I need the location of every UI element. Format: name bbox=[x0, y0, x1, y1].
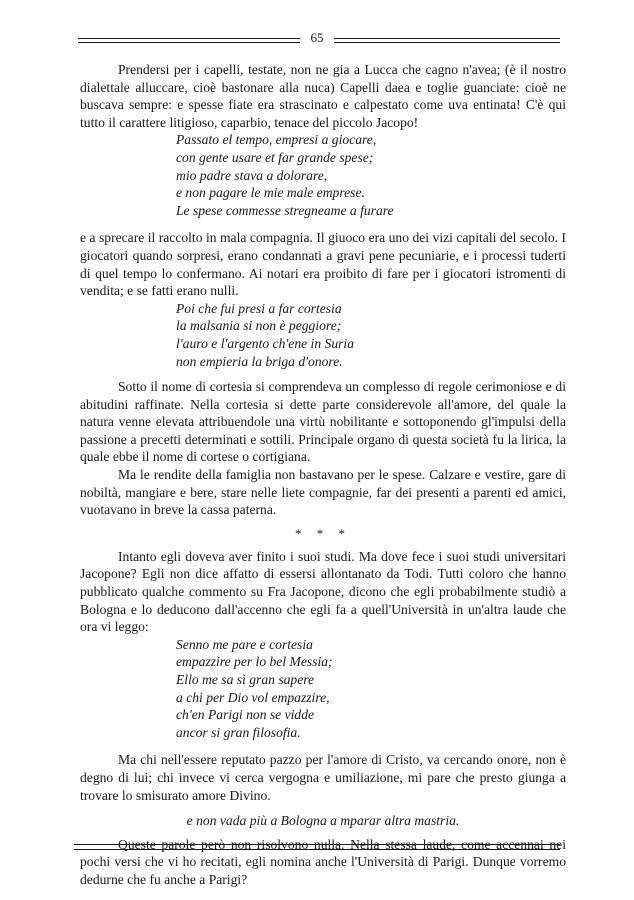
verse-line: non empieria la briga d'onore. bbox=[176, 353, 343, 369]
paragraph: Ma le rendite della famiglia non bastavano per le spese. Calzare e vestire, gare di nobiltà, mangiare e bere, stare nelle liete compagnie, far dei presenti a parenti ed amici, vuotavano in breve la cassa paterna. bbox=[80, 467, 566, 518]
verse-line: ancor si gran filosofia. bbox=[176, 724, 301, 740]
verse-line: Ello me sa sì gran sapere bbox=[176, 672, 315, 687]
footer-rule-inner bbox=[74, 849, 560, 850]
verse-block bbox=[80, 131, 566, 219]
header-rule-left-inner bbox=[78, 42, 300, 43]
paragraph: Prendersi per i capelli, testate, non ne gia a Lucca che cagno n'avea; (è il nostro dialettale alluccare, cioè bastonare alla nuca) Capelli daea e toglie guanciate: cioè ne buscava sempre: e spesse fiate era strascinato e calpestato come uva entinata! C'è qui tutto il carattere litigioso, caparbio, tenace del piccolo Jacopo! bbox=[80, 62, 566, 130]
quoted-verse: e non vada più a Bologna a mparar altra mastria. bbox=[186, 813, 460, 829]
verse-line: Passato el tempo, empresi a giocare, bbox=[176, 132, 377, 148]
verse-line: l'auro e l'argento ch'ene in Suria bbox=[176, 335, 354, 351]
verse-line: empazzire per lo bel Messia; bbox=[176, 654, 333, 670]
page-body bbox=[80, 61, 566, 889]
verse-line: Senno me pare e cortesia bbox=[176, 636, 313, 652]
verse-line: Poi che fui presi a far cortesia bbox=[176, 300, 342, 316]
footer-rule bbox=[74, 844, 560, 845]
paragraph: Intanto egli doveva aver finito i suoi studi. Ma dove fece i suoi studi universitari Jacopone? Egli non dice affatto di essersi allontanato da Todi. Tutti coloro che hanno pubblicato qualche commento su Fra Jacopone, dicono che egli probabilmente studiò a Bologna e lo deducono dall'accenno che egli fa a quell'Università in un'altra laude che ora vi leggo: bbox=[80, 548, 566, 635]
paragraph: Queste parole però non risolvono nulla. Nella stessa laude, come accennai nei pochi versi che vi ho recitati, egli nomina anche l'Università di Parigi. Dunque vorremo dedurne che fu anche a Parigi? bbox=[80, 836, 566, 887]
page-number: 65 bbox=[310, 30, 324, 45]
header-rule-right-inner bbox=[334, 42, 560, 43]
verse-line: a chi per Dio vol empazzire, bbox=[176, 689, 330, 705]
verse-line: e non pagare le mie male emprese. bbox=[176, 185, 365, 201]
paragraph: e a sprecare il raccolto in mala compagnia. Il giuoco era uno dei vizi capitali del secolo. I giocatori quando sorpresi, erano condannati a gravi pene pecuniarie, e i processi tuderti di quel tempo lo confermano. Ai notari era proibito di fare per i giocatori istromenti di vendita; e se fatti erano nulli. bbox=[80, 230, 566, 299]
verse-line: con gente usare et far grande spese; bbox=[176, 149, 374, 165]
verse-block bbox=[80, 636, 566, 742]
header-rule-left bbox=[78, 38, 300, 39]
section-separator: * * * bbox=[295, 525, 351, 541]
verse-line: la malsania si non è peggiore; bbox=[176, 318, 342, 334]
paragraph: Ma chi nell'essere reputato pazzo per l'amore di Cristo, va cercando onore, non è degno di lui; chi invece vi cerca vergogna e umiliazione, mi pare che presto giunga a trovare lo smisurato amore Divino. bbox=[80, 752, 566, 803]
verse-line: mio padre stava a dolorare, bbox=[176, 167, 328, 183]
verse-line: ch'en Parigi non se vidde bbox=[176, 707, 315, 723]
verse-line: Le spese commesse stregneame a furare bbox=[176, 202, 394, 218]
paragraph: Sotto il nome di cortesia si comprendeva un complesso di regole cerimoniose e di abitudini raffinate. Nella cortesia si dette parte considerevole all'amore, del quale la natura venne elevata attribuendole una virtù nobilitante e sottoponendo gl'impulsi della passione a precetti determinati e sottili. Principale organo di questa società fu la lirica, la quale ebbe il nome di cortese o cortigiana. bbox=[80, 379, 566, 465]
verse-block bbox=[80, 300, 566, 370]
header-rule-right bbox=[334, 38, 560, 39]
